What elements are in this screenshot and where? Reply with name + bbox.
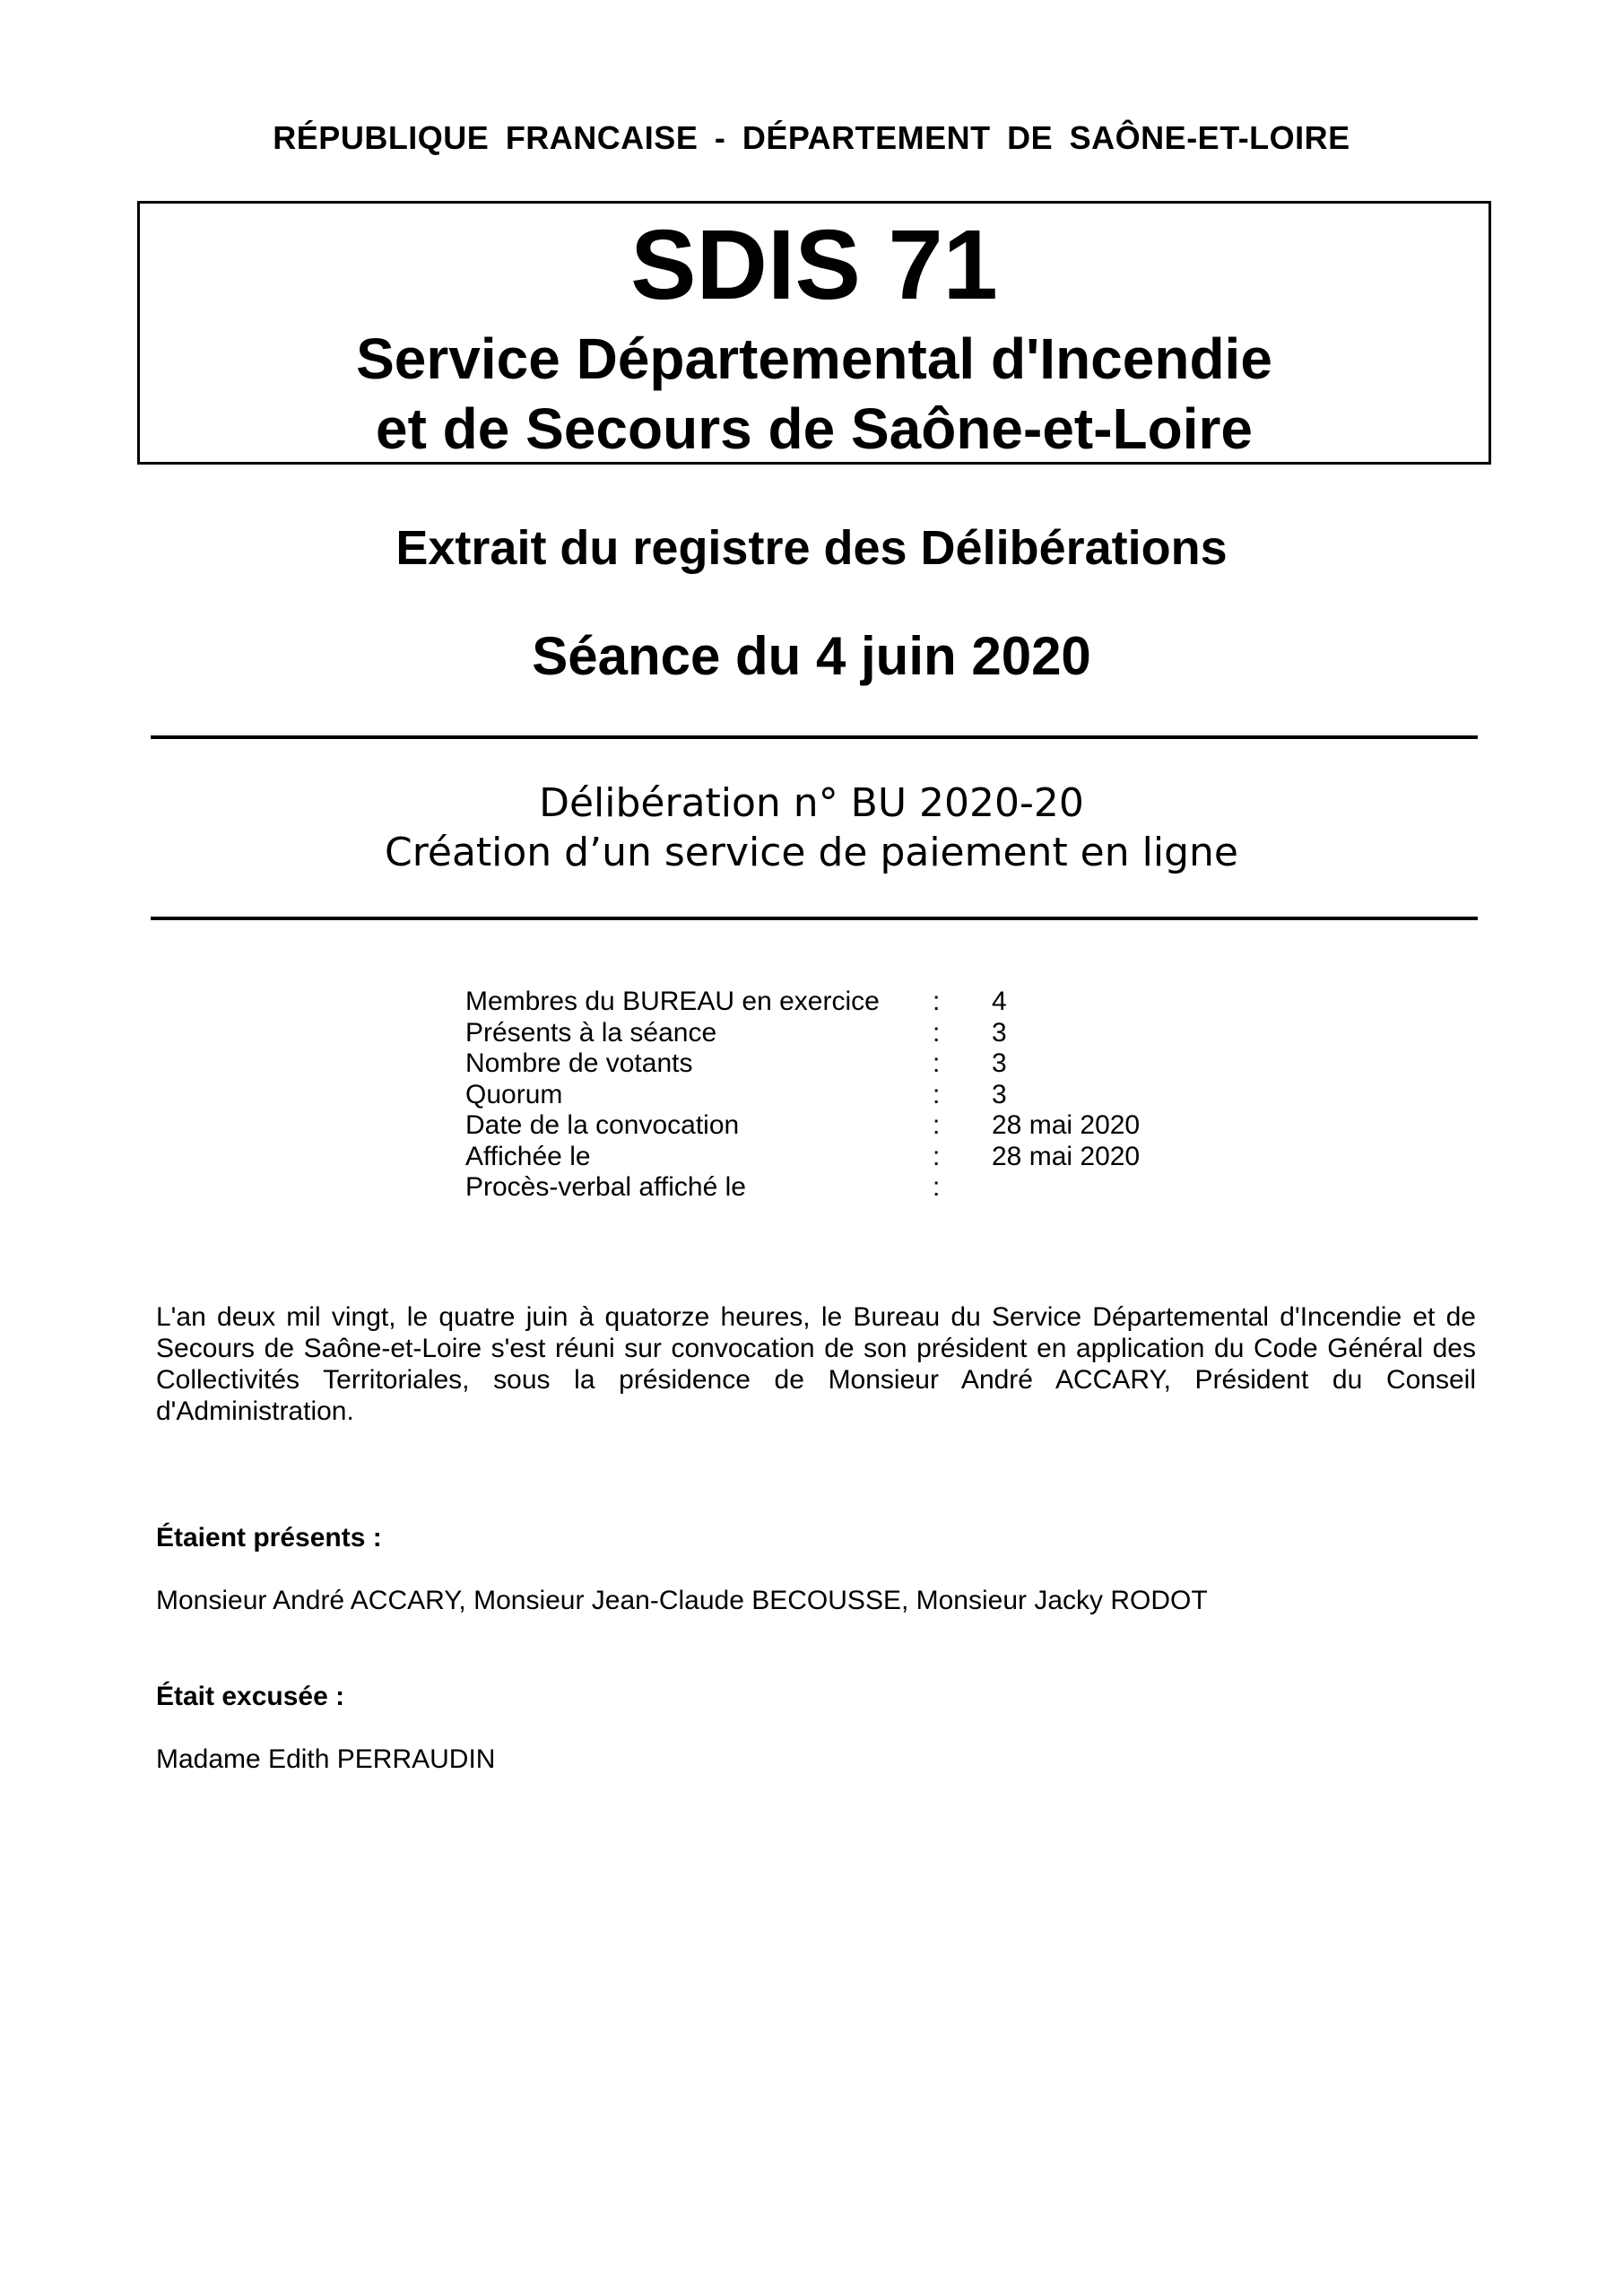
stat-colon: : (933, 1017, 941, 1048)
stat-colon: : (933, 1048, 941, 1078)
divider-bottom (151, 917, 1478, 920)
stat-value: 28 mai 2020 (992, 1110, 1141, 1140)
stat-value: 3 (992, 1048, 1007, 1078)
deliberation-number: Délibération n° BU 2020-20 (539, 780, 1084, 826)
register-extract-heading: Extrait du registre des Délibérations (395, 521, 1228, 575)
stat-label: Nombre de votants (465, 1048, 693, 1078)
stat-label: Procès-verbal affiché le (465, 1172, 746, 1202)
paragraph-line: d'Administration. (156, 1396, 354, 1426)
title-box (137, 201, 1491, 465)
stat-label: Présents à la séance (465, 1017, 717, 1048)
session-date-heading: Séance du 4 juin 2020 (532, 626, 1091, 686)
org-subtitle-line-1: Service Départemental d'Incendie (356, 326, 1272, 391)
presents-names: Monsieur André ACCARY, Monsieur Jean-Claude BECOUSSE, Monsieur Jacky RODOT (156, 1586, 1208, 1615)
stat-label: Affichée le (465, 1141, 591, 1171)
stat-value: 3 (992, 1017, 1007, 1048)
preamble-paragraph (156, 1301, 1476, 1427)
stat-label: Date de la convocation (465, 1110, 740, 1140)
deliberation-subject: Création d’un service de paiement en ligne (385, 830, 1238, 875)
stat-colon: : (933, 987, 941, 1016)
stat-value: 4 (992, 987, 1007, 1016)
stat-colon: : (933, 1141, 941, 1171)
paragraph-line: Secours de Saône-et-Loire s'est réuni sur convocation de son président en application du Code Général des (156, 1334, 1476, 1363)
excused-heading: Était excusée : (156, 1682, 345, 1711)
paragraph-line: L'an deux mil vingt, le quatre juin à quatorze heures, le Bureau du Service Départemental d'Incendie et de (156, 1302, 1476, 1332)
stat-colon: : (933, 1172, 941, 1202)
divider-top (151, 735, 1478, 739)
paragraph-line: Collectivités Territoriales, sous la présidence de Monsieur André ACCARY, Président du Conseil (156, 1365, 1476, 1395)
org-title: SDIS 71 (630, 210, 998, 320)
stat-value: 28 mai 2020 (992, 1141, 1141, 1171)
presents-heading: Étaient présents : (156, 1523, 382, 1552)
stat-label: Membres du BUREAU en exercice (465, 987, 880, 1016)
stat-colon: : (933, 1110, 941, 1140)
stat-label: Quorum (465, 1079, 563, 1109)
republic-header: RÉPUBLIQUE FRANCAISE - DÉPARTEMENT DE SAÔNE-ET-LOIRE (273, 119, 1350, 156)
stat-value: 3 (992, 1079, 1007, 1109)
stat-colon: : (933, 1079, 941, 1109)
excused-names: Madame Edith PERRAUDIN (156, 1744, 496, 1774)
org-subtitle-line-2: et de Secours de Saône-et-Loire (375, 396, 1254, 461)
